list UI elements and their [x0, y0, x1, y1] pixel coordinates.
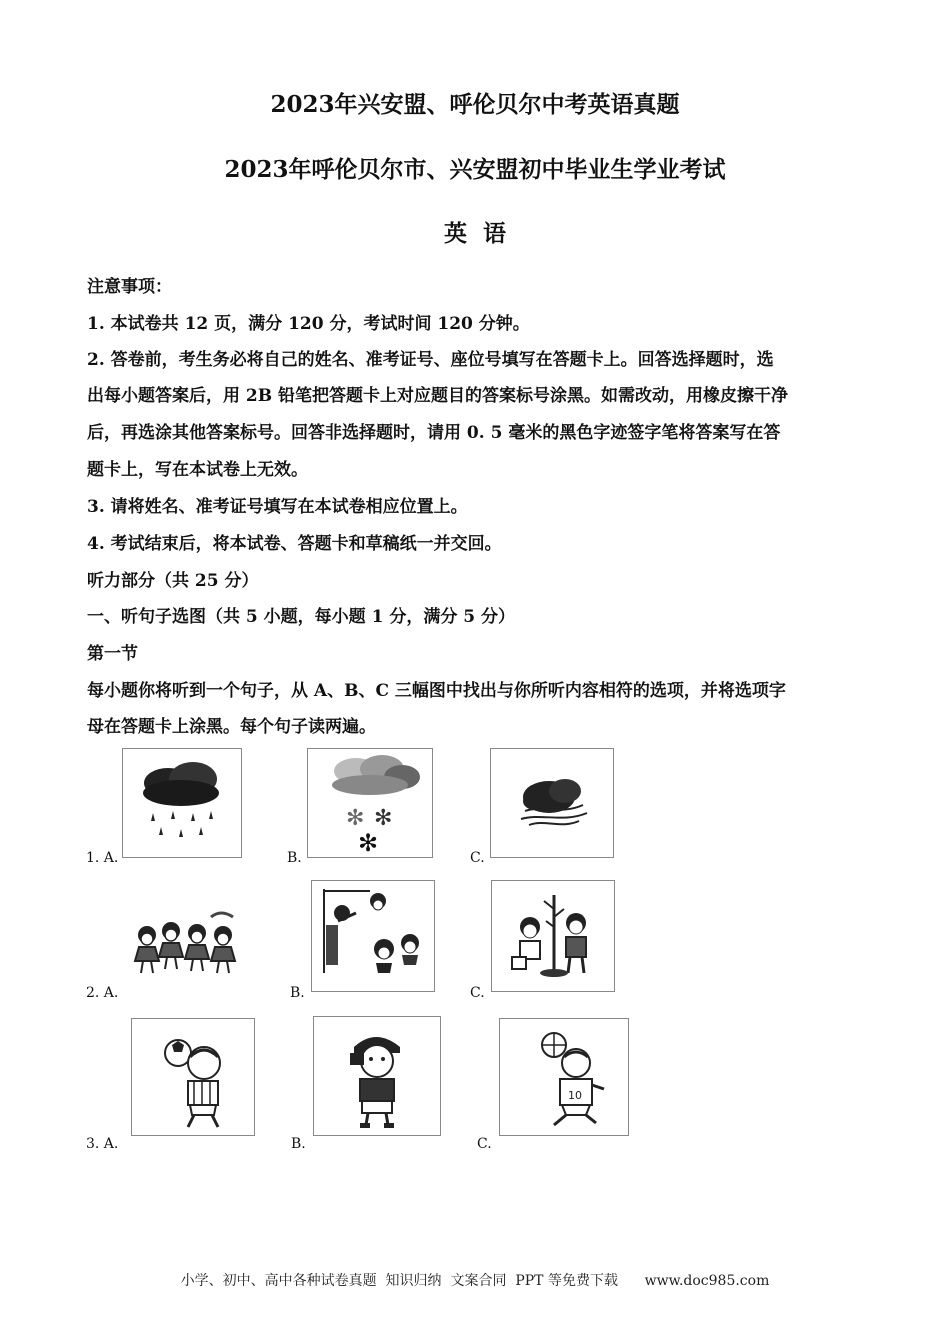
svg-text:✻: ✻ — [358, 829, 379, 857]
notice-line: 后，再选涂其他答案标号。回答非选择题时，请用 0. 5 毫米的黑色字迹签字笔将答案写在答 — [87, 423, 781, 443]
notice-line: 4. 考试结束后，将本试卷、答题卡和草稿纸一并交回。 — [87, 534, 502, 554]
notice-line: 3. 请将姓名、准考证号填写在本试卷相应位置上。 — [87, 497, 468, 517]
q3-option-a-label: 3. A. — [86, 1136, 119, 1152]
exam-title-2: 2023年呼伦贝尔市、兴安盟初中毕业生学业考试 — [224, 156, 726, 183]
q3-option-c-label: C. — [477, 1136, 492, 1152]
svg-text:✻: ✻ — [346, 806, 365, 831]
boy-heading-soccer-ball-image — [131, 1018, 255, 1136]
notice-line: 1. 本试卷共 12 页，满分 120 分，考试时间 120 分钟。 — [87, 314, 530, 334]
q1-option-c-label: C. — [470, 850, 485, 866]
q2-option-c-label: C. — [470, 985, 485, 1001]
subsection-heading: 第一节 — [87, 644, 138, 664]
snow-image — [307, 748, 433, 858]
wind-image — [490, 748, 614, 858]
exam-title-1: 2023年兴安盟、呼伦贝尔中考英语真题 — [270, 91, 680, 118]
boy-basketball-image — [499, 1018, 629, 1136]
notice-line: 题卡上，写在本试卷上无效。 — [87, 460, 308, 480]
rain-image — [122, 748, 242, 858]
listening-part-heading: 听力部分（共 25 分） — [87, 571, 259, 591]
kids-planting-tree-image — [491, 880, 615, 992]
kids-dancing-image — [124, 880, 248, 992]
q1-option-b-label: B. — [287, 850, 302, 866]
notice-line: 出每小题答案后，用 2B 铅笔把答题卡上对应题目的答案标号涂黑。如需改动，用橡皮擦干净 — [87, 386, 789, 406]
svg-text:10: 10 — [568, 1089, 582, 1102]
boy-eating-image — [313, 1016, 441, 1136]
page-footer: 小学、初中、高中各种试卷真题 知识归纳 文案合同 PPT 等免费下载 www.doc985.com — [180, 1273, 770, 1289]
kids-playing-ball-image — [311, 880, 435, 992]
instruction-line: 母在答题卡上涂黑。每个句子读两遍。 — [87, 717, 376, 737]
svg-text:✻: ✻ — [374, 806, 393, 831]
notice-line: 2. 答卷前，考生务必将自己的姓名、准考证号、座位号填写在答题卡上。回答选择题时，选 — [87, 350, 774, 370]
section-heading: 一、听句子选图（共 5 小题，每小题 1 分，满分 5 分） — [87, 607, 515, 627]
q3-option-b-label: B. — [291, 1136, 306, 1152]
subject-title: 英 语 — [443, 220, 506, 247]
notice-heading: 注意事项： — [87, 277, 172, 297]
q2-option-b-label: B. — [290, 985, 305, 1001]
instruction-line: 每小题你将听到一个句子，从 A、B、C 三幅图中找出与你所听内容相符的选项，并将选项字 — [87, 681, 786, 701]
q1-option-a-label: 1. A. — [86, 850, 119, 866]
q2-option-a-label: 2. A. — [86, 985, 119, 1001]
